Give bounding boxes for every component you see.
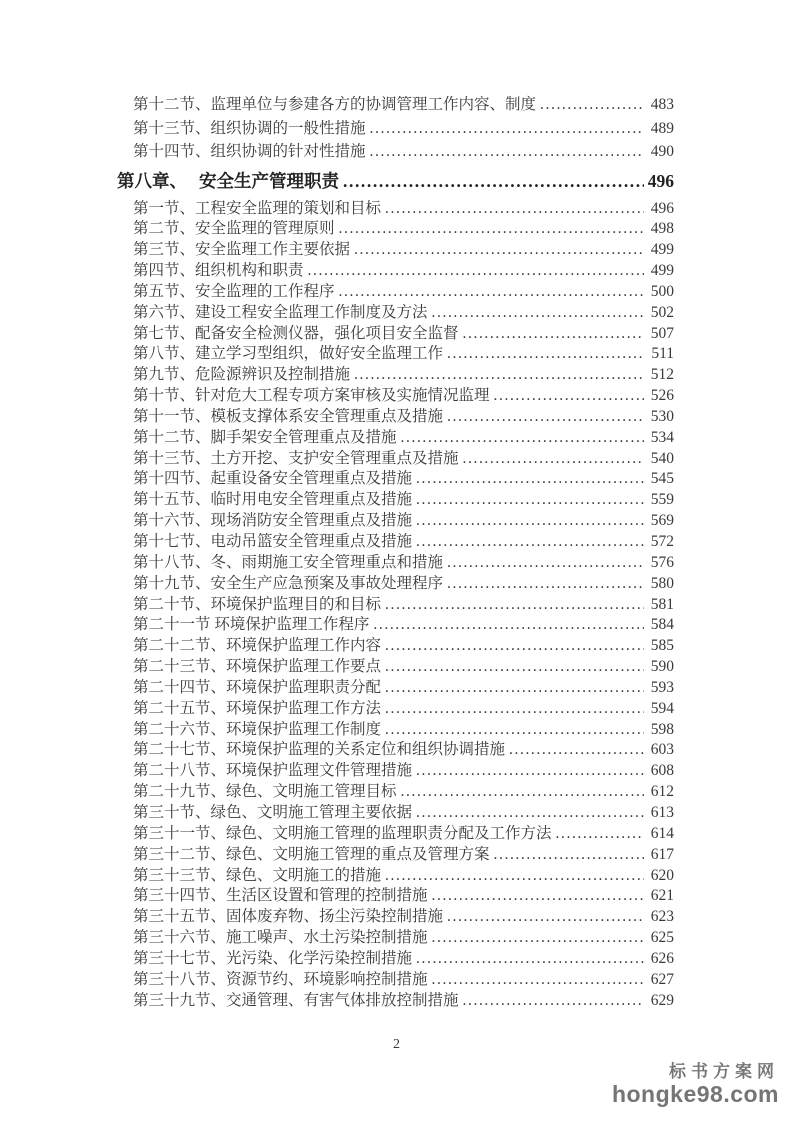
dot-leader: [494, 845, 644, 866]
dot-leader: [385, 657, 644, 678]
toc-entry[interactable]: [117, 699, 674, 720]
dot-leader: [416, 532, 644, 553]
dot-leader: [416, 511, 644, 532]
dot-leader: [385, 636, 644, 657]
watermark-site-name: 标书方案网: [669, 1062, 779, 1081]
toc-entry-title: 组织协调的一般性措施: [210, 119, 366, 137]
dot-leader: [494, 386, 644, 407]
toc-entry-page: 593: [650, 678, 674, 696]
toc-entry-page: 498: [650, 220, 674, 238]
toc-entry-title: 第二十三节、环境保护监理工作要点: [133, 658, 382, 676]
toc-entry[interactable]: [117, 117, 674, 141]
toc-entry-page: 569: [650, 512, 674, 530]
toc-entry[interactable]: [117, 532, 674, 553]
dot-leader: [432, 886, 644, 907]
dot-leader: [385, 678, 644, 699]
toc-entry-title: 第十九节、安全生产应急预案及事故处理程序: [133, 574, 444, 592]
watermark: [612, 1063, 779, 1106]
toc-entry-title: 第十一节、模板支撑体系安全管理重点及措施: [133, 407, 444, 425]
toc-entry[interactable]: [117, 386, 674, 407]
toc-entry-page: 540: [650, 449, 674, 467]
toc-entry[interactable]: [117, 511, 674, 532]
toc-entry-title: 第三十八节、资源节约、环境影响控制措施: [133, 970, 428, 988]
toc-entry-page: 490: [650, 143, 674, 160]
toc-entry-title: 第十五节、临时用电安全管理重点及措施: [133, 491, 413, 509]
toc-entry-title: 第三十五节、固体废弃物、扬尘污染控制措施: [133, 908, 444, 926]
toc-entry[interactable]: [117, 261, 674, 282]
toc-entry-page: 580: [650, 574, 674, 592]
toc-entry-title: 第三十六节、施工噪声、水土污染控制措施: [133, 929, 428, 947]
toc-entry-page: 617: [650, 845, 674, 863]
toc-entry[interactable]: [117, 782, 674, 803]
toc-entry[interactable]: [117, 240, 674, 261]
toc-entry[interactable]: [117, 449, 674, 470]
toc-entry-page: 620: [650, 866, 674, 884]
dot-leader: [339, 282, 644, 303]
toc-entry-title: 第二十二节、环境保护监理工作内容: [133, 637, 382, 655]
toc-entry[interactable]: [117, 303, 674, 324]
dot-leader: [447, 553, 644, 574]
toc-entry-label: 第十三节、: [133, 119, 211, 137]
toc-entry[interactable]: [117, 93, 674, 117]
dot-leader: [416, 761, 644, 782]
dot-leader: [432, 928, 644, 949]
toc-entry-page: 545: [650, 470, 674, 488]
toc-entry-page: 603: [650, 741, 674, 759]
toc-entry[interactable]: [117, 949, 674, 970]
dot-leader: [385, 595, 644, 616]
toc-entry-title: 第十六节、现场消防安全管理重点及措施: [133, 512, 413, 530]
dot-leader: [370, 140, 644, 164]
toc-entry-title: 第二节、安全监理的管理原则: [133, 220, 335, 238]
dot-leader: [370, 117, 644, 141]
dot-leader: [540, 93, 644, 117]
toc-entry-title: 监理单位与参建各方的协调管理工作内容、制度: [210, 96, 537, 113]
toc-entry-page: 629: [650, 991, 674, 1009]
toc-entry-label: 第十二节、: [133, 96, 211, 113]
toc-entry[interactable]: [117, 928, 674, 949]
toc-entry-page: 526: [650, 387, 674, 405]
dot-leader: [463, 991, 644, 1012]
dot-leader: [385, 866, 644, 887]
toc-entry-page: 614: [650, 824, 674, 842]
toc-entry-page: 625: [650, 929, 674, 947]
toc-entry[interactable]: [117, 720, 674, 741]
toc-entry-title: 第二十节、环境保护监理目的和目标: [133, 595, 382, 613]
dot-leader: [432, 303, 644, 324]
toc-entry-title: 第二十五节、环境保护监理工作方法: [133, 699, 382, 717]
toc-entry-title: 第三十七节、光污染、化学污染控制措施: [133, 949, 413, 967]
toc-entry[interactable]: [117, 140, 674, 164]
toc-chapter-title: 安全生产管理职责: [199, 170, 339, 191]
toc-entry-page: 483: [650, 96, 674, 113]
dot-leader: [463, 324, 644, 345]
toc-entry-page: 572: [650, 533, 674, 550]
dot-leader: [385, 720, 644, 741]
toc-entry-title: 第八节、建立学习型组织，做好安全监理工作: [133, 345, 444, 363]
dot-leader: [385, 199, 644, 220]
toc-entry-page: 581: [650, 595, 674, 613]
dot-leader: [373, 615, 644, 636]
dot-leader: [432, 970, 644, 991]
dot-leader: [416, 469, 644, 490]
dot-leader: [308, 261, 644, 282]
toc-entry-title: 第十八节、冬、雨期施工安全管理重点和措施: [133, 553, 444, 571]
toc-entry-page: 627: [650, 970, 674, 988]
dot-leader: [416, 490, 644, 511]
toc-entry[interactable]: [117, 365, 674, 386]
toc-entry-title: 第二十六节、环境保护监理工作制度: [133, 720, 382, 738]
toc-entry-label: 第十四节、: [133, 143, 211, 160]
toc-entry[interactable]: [117, 199, 674, 220]
toc-entry-page: 608: [650, 762, 674, 780]
toc-entry[interactable]: [117, 907, 674, 928]
toc-entry[interactable]: [117, 282, 674, 303]
table-of-contents: [117, 93, 674, 1011]
toc-entry[interactable]: [117, 595, 674, 616]
toc-entry-title: 第三十三节、绿色、文明施工的措施: [133, 866, 382, 884]
dot-leader: [385, 699, 644, 720]
toc-entry[interactable]: [117, 886, 674, 907]
toc-entry-page: 584: [650, 616, 674, 634]
toc-entry-page: 598: [650, 720, 674, 738]
dot-leader: [416, 803, 644, 824]
dot-leader: [447, 907, 644, 928]
toc-entry-title: 第三十二节、绿色、文明施工管理的重点及管理方案: [133, 845, 490, 863]
dot-leader: [416, 949, 644, 970]
toc-entry-page: 489: [650, 119, 674, 137]
toc-entry-title: 第七节、配备安全检测仪器，强化项目安全监督: [133, 324, 459, 342]
toc-entry-page: 576: [650, 553, 674, 571]
toc-entry-page: 511: [651, 345, 674, 363]
toc-entry-title: 第三十九节、交通管理、有害气体排放控制措施: [133, 991, 459, 1009]
toc-entry[interactable]: [117, 615, 674, 636]
toc-entry[interactable]: [117, 761, 674, 782]
toc-entry-title: 第五节、安全监理的工作程序: [133, 282, 335, 300]
dot-leader: [556, 824, 644, 845]
toc-entry[interactable]: [117, 866, 674, 887]
dot-leader: [463, 449, 644, 470]
toc-entry-page: 559: [650, 491, 674, 509]
toc-entry-page: 594: [650, 699, 674, 717]
toc-entry-page: 530: [650, 407, 674, 425]
toc-chapter-page: 496: [647, 170, 674, 191]
toc-entry[interactable]: [117, 219, 674, 240]
toc-entry-page: 496: [650, 199, 674, 217]
toc-entry-title: 第一节、工程安全监理的策划和目标: [133, 199, 382, 217]
dot-leader: [401, 782, 644, 803]
toc-entry[interactable]: [117, 657, 674, 678]
toc-entry-page: 590: [650, 658, 674, 676]
toc-entries: [117, 199, 674, 1012]
toc-entry-title: 第三十四节、生活区设置和管理的控制措施: [133, 887, 428, 905]
toc-entry-page: 612: [650, 783, 674, 801]
toc-entry-page: 499: [650, 241, 674, 259]
toc-entry-page: 621: [650, 887, 674, 905]
toc-entry-title: 第二十一节 环境保护监理工作程序: [133, 616, 370, 634]
toc-entry-page: 499: [650, 262, 674, 280]
toc-chapter-row[interactable]: [117, 169, 674, 193]
toc-entry-title: 第十三节、土方开挖、支护安全管理重点及措施: [133, 449, 459, 467]
toc-entry-title: 第二十八节、环境保护监理文件管理措施: [133, 762, 413, 780]
toc-entry-title: 第六节、建设工程安全监理工作制度及方法: [133, 303, 428, 321]
toc-entry[interactable]: [117, 553, 674, 574]
toc-entry-page: 500: [650, 282, 674, 300]
toc-entry[interactable]: [117, 970, 674, 991]
toc-entry-title: 第二十七节、环境保护监理的关系定位和组织协调措施: [133, 741, 506, 759]
toc-entry-page: 623: [650, 908, 674, 926]
toc-entry[interactable]: [117, 407, 674, 428]
watermark-site-url: hongke98.com: [611, 1081, 779, 1107]
toc-entry-title: 第三十一节、绿色、文明施工管理的监理职责分配及工作方法: [133, 824, 552, 842]
toc-entry[interactable]: [117, 574, 674, 595]
toc-entry[interactable]: [117, 636, 674, 657]
toc-entry-page: 502: [650, 303, 674, 321]
toc-entry-title: 第十二节、脚手架安全管理重点及措施: [133, 428, 397, 446]
toc-entry[interactable]: [117, 678, 674, 699]
toc-entry-title: 第二十四节、环境保护监理职责分配: [133, 678, 382, 696]
toc-entry-page: 507: [650, 324, 674, 342]
toc-entry-page: 585: [650, 637, 674, 655]
dot-leader: [401, 428, 644, 449]
toc-entry-title: 组织协调的针对性措施: [210, 143, 366, 160]
toc-chapter-label: 第八章、: [117, 170, 187, 191]
toc-entry[interactable]: [117, 324, 674, 345]
toc-entry-title: 第三节、安全监理工作主要依据: [133, 241, 351, 259]
toc-entry-title: 第四节、组织机构和职责: [133, 262, 304, 280]
dot-leader: [509, 740, 644, 761]
toc-entry-title: 第十四节、起重设备安全管理重点及措施: [133, 470, 413, 488]
toc-entry-page: 534: [650, 428, 674, 446]
footer-page-number: 2: [393, 1037, 400, 1052]
toc-pre-entries: [117, 93, 674, 164]
dot-leader: [339, 219, 644, 240]
dot-leader: [343, 169, 644, 193]
toc-entry-title: 第九节、危险源辨识及控制措施: [133, 366, 351, 384]
toc-entry[interactable]: [117, 824, 674, 845]
dot-leader: [447, 344, 644, 365]
toc-entry[interactable]: [117, 344, 674, 365]
toc-entry-title: 第十节、针对危大工程专项方案审核及实施情况监理: [133, 387, 490, 405]
toc-entry-title: 第十七节、电动吊篮安全管理重点及措施: [133, 533, 413, 550]
toc-entry-page: 613: [650, 803, 674, 821]
toc-entry[interactable]: [117, 740, 674, 761]
toc-entry[interactable]: [117, 803, 674, 824]
toc-entry-title: 第三十节、绿色、文明施工管理主要依据: [133, 803, 413, 821]
toc-entry[interactable]: [117, 490, 674, 511]
dot-leader: [447, 574, 644, 595]
toc-entry[interactable]: [117, 428, 674, 449]
dot-leader: [354, 365, 644, 386]
toc-entry-title: 第二十九节、绿色、文明施工管理目标: [133, 783, 397, 801]
dot-leader: [354, 240, 644, 261]
toc-entry[interactable]: [117, 845, 674, 866]
dot-leader: [447, 407, 644, 428]
toc-entry-page: 512: [650, 366, 674, 384]
toc-entry-page: 626: [650, 949, 674, 967]
toc-entry[interactable]: [117, 469, 674, 490]
toc-entry[interactable]: [117, 991, 674, 1012]
